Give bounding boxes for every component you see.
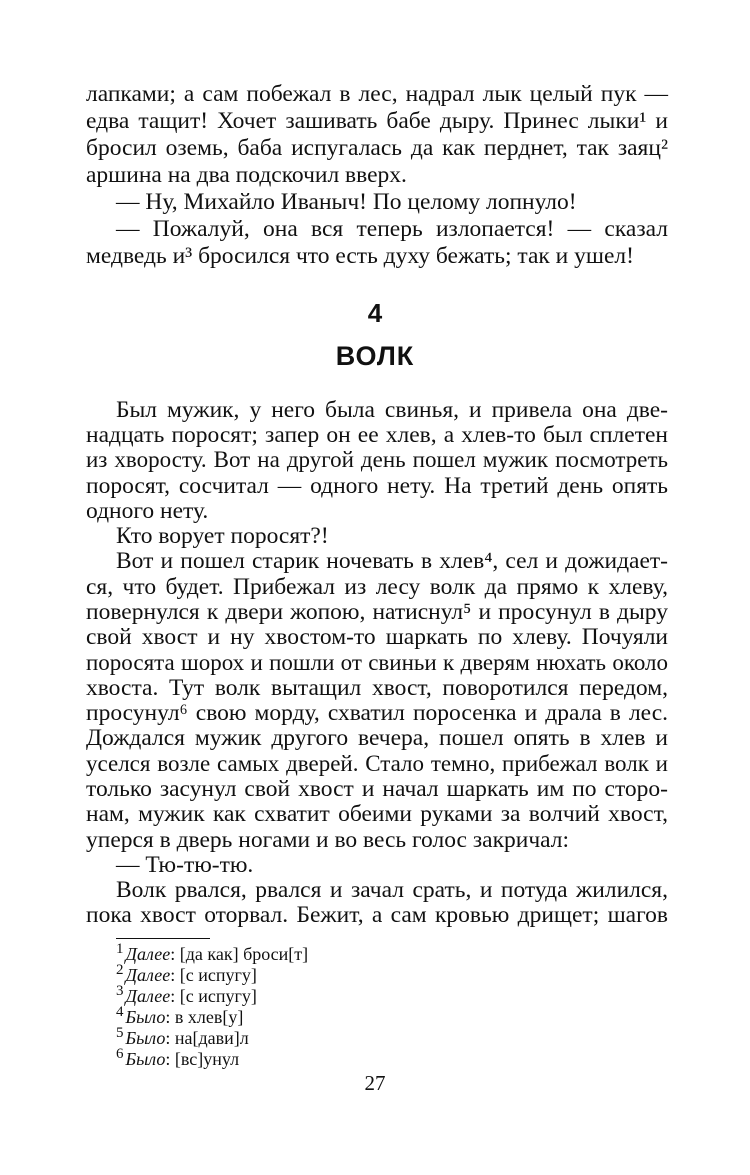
footnote-number: 2 [116, 962, 124, 978]
footnote-number: 4 [116, 1004, 124, 1020]
top-text-line: медведь и³ бросился что есть духу бежать; так и ушел! [86, 243, 634, 269]
footnote [116, 1048, 239, 1070]
footnote [116, 1006, 243, 1028]
top-text-line: — Пожалуй, она вся теперь излопается! — сказал [116, 216, 668, 242]
chapter-title: ВОЛК [335, 341, 415, 371]
top-text-line: — Ну, Михайло Иваныч! По целому лопнуло! [116, 189, 577, 215]
footnote-label: Далее [125, 965, 171, 985]
footnote-label: Далее [125, 944, 171, 964]
body-text-line: только засунул свой хвост и начал шаркать им по сторо- [86, 776, 668, 802]
footnote-label: Далее [125, 986, 171, 1006]
footnote [116, 1027, 249, 1049]
body-text-line: уселся возле самых дверей. Стало темно, прибежал волк и [86, 751, 668, 776]
body-text-line: — Тю-тю-тю. [116, 852, 254, 878]
body-text-line: нам, мужик как схватит обеими руками за волчий хвост, [86, 801, 668, 827]
footnote-text: : [вс]унул [165, 1049, 240, 1069]
footnote-label: Было [125, 1007, 166, 1027]
body-text-line: поросята шорох и пошли от свиньи к дверям нюхать около [86, 650, 668, 675]
footnote-number: 6 [116, 1046, 124, 1062]
footnote-text: : на[дави]л [165, 1028, 249, 1048]
footnote-text: : в хлев[у] [165, 1007, 244, 1027]
footnote [116, 943, 308, 965]
page-number: 27 [364, 1071, 386, 1095]
body-text-line: свой хвост и ну хвостом-то шаркать по хлеву. Почуяли [86, 624, 668, 650]
footnote [116, 964, 257, 986]
body-text-line: ся, что будет. Прибежал из лесу волк да прямо к хлеву, [86, 574, 668, 600]
body-text-line: Вот и пошел старик ночевать в хлев⁴, сел и дожидает- [116, 548, 668, 574]
footnote-text: : [да как] броси[т] [170, 944, 309, 964]
top-text-line: аршина на два подскочил вверх. [86, 162, 407, 188]
body-text-line: поросят, сосчитал — одного нету. На третий день опять [86, 473, 668, 499]
top-text-line: лапками; а сам побежал в лес, надрал лык целый пук — [86, 81, 668, 107]
footnote-label: Было [125, 1049, 166, 1069]
body-text-line: повернулся к двери жопою, натиснул⁵ и просунул в дыру [86, 599, 668, 625]
body-text-line: из хворосту. Вот на другой день пошел мужик посмотреть [86, 447, 668, 472]
footnote-number: 3 [116, 983, 124, 999]
body-text-line: Был мужик, у него была свинья, и привела она две- [116, 397, 668, 423]
body-text-line: уперся в дверь ногами и во весь голос закричал: [86, 827, 570, 853]
footnote-text: : [с испугу] [170, 965, 257, 985]
body-text-line: хвоста. Тут волк вытащил хвост, поворотился передом, [86, 675, 668, 701]
top-text-line: едва тащит! Хочет зашивать бабе дыру. Принес лыки¹ и [86, 108, 668, 134]
body-text-line: просунул⁶ свою морду, схватил поросенка и драла в лес. [86, 700, 668, 726]
body-text-line: Дождался мужик другого вечера, пошел опять в хлев и [86, 725, 668, 751]
body-text-line: Волк рвался, рвался и зачал срать, и потуда жилился, [116, 877, 668, 903]
chapter-number: 4 [367, 298, 383, 328]
top-text-line: бросил оземь, баба испугалась да как перднет, так заяц² [86, 135, 668, 161]
footnote-number: 1 [116, 941, 124, 957]
body-text-line: Кто ворует поросят?! [116, 523, 329, 549]
body-text-line: одного нету. [86, 498, 209, 524]
body-text-line: надцать поросят; запер он ее хлев, а хлев-то был сплетен [86, 422, 668, 448]
footnote-text: : [с испугу] [170, 986, 257, 1006]
footnote [116, 985, 257, 1007]
footnote-label: Было [125, 1028, 166, 1048]
footnote-number: 5 [116, 1025, 124, 1041]
body-text-line: пока хвост оторвал. Бежит, а сам кровью дрищет; шагов [86, 902, 668, 928]
footnote-divider [116, 938, 210, 939]
